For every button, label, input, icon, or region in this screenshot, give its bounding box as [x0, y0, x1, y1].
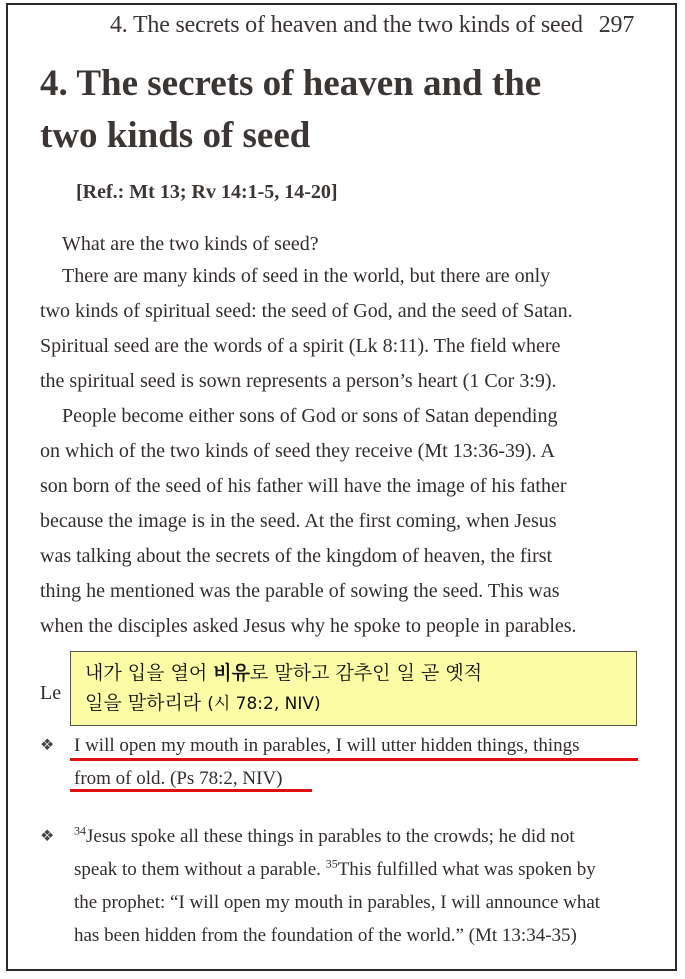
korean-text: 내가 입을 열어 — [85, 662, 214, 684]
paragraph-line: on which of the two kinds of seed they receive (Mt 13:36-39). A — [40, 440, 555, 462]
running-head-title: 4. The secrets of heaven and the two kinds of seed — [110, 12, 583, 38]
diamond-bullet-icon: ❖ — [40, 828, 55, 845]
red-underline — [70, 758, 638, 761]
quote-line: from of old. (Ps 78:2, NIV) — [74, 768, 283, 789]
diamond-bullet-icon: ❖ — [40, 737, 55, 754]
verse-number: 35 — [325, 856, 338, 871]
quote-line: I will open my mouth in parables, I will utter hidden things, things — [74, 735, 580, 756]
korean-line-1 — [85, 658, 636, 688]
paragraph-line: thing he mentioned was the parable of sowing the seed. This was — [40, 580, 560, 602]
korean-citation: (시 78:2, NIV) — [207, 694, 321, 714]
paragraph-line: was talking about the secrets of the kingdom of heaven, the first — [40, 545, 553, 567]
page-number: 297 — [598, 12, 635, 38]
korean-translation-note — [70, 651, 637, 726]
paragraph-two — [40, 259, 638, 399]
red-underline — [70, 789, 312, 792]
verse-number: 34 — [74, 823, 86, 838]
quote-matthew — [40, 820, 640, 960]
chapter-title — [40, 58, 650, 162]
korean-text: 일을 말하리라 — [85, 692, 208, 714]
paragraph-line: There are many kinds of seed in the world, but there are only — [62, 265, 551, 287]
quote-line — [74, 820, 640, 853]
chapter-title-line-1: 4. The secrets of heaven and the — [40, 63, 542, 104]
quote-text — [74, 729, 640, 795]
quote-line: has been hidden from the foundation of the world.” (Mt 13:34-35) — [74, 925, 577, 946]
quote-text-span: Jesus spoke all these things in parables to the crowds; he did not — [86, 826, 575, 847]
question-paragraph — [40, 227, 638, 262]
paragraph-line: People become either sons of God or sons of Satan depending — [62, 405, 558, 427]
quote-line: the prophet: “I will open my mouth in parables, I will announce what — [74, 892, 601, 913]
paragraph-line: because the image is in the seed. At the first coming, when Jesus — [40, 510, 557, 532]
quote-text-span: This fulfilled what was spoken by — [337, 859, 596, 880]
question-line: What are the two kinds of seed? — [62, 233, 319, 255]
quote-line — [74, 853, 640, 886]
paragraph-line: when the disciples asked Jesus why he spoke to people in parables. — [40, 615, 577, 637]
chapter-title-line-2: two kinds of seed — [40, 115, 311, 156]
scripture-reference: [Ref.: Mt 13; Rv 14:1-5, 14-20] — [76, 181, 338, 203]
paragraph-line: Spiritual seed are the words of a spirit (Lk 8:11). The field where — [40, 335, 561, 357]
paragraph-line: two kinds of spiritual seed: the seed of God, and the seed of Satan. — [40, 300, 573, 322]
korean-bold-word: 비유 — [213, 662, 250, 684]
korean-text: 로 말하고 감추인 일 곧 옛적 — [249, 662, 483, 684]
paragraph-three — [40, 399, 638, 644]
korean-line-2 — [85, 688, 636, 719]
covered-text-fragment: Le — [40, 682, 62, 704]
paragraph-line: son born of the seed of his father will have the image of his father — [40, 475, 567, 497]
quote-text — [74, 820, 640, 952]
running-head — [110, 12, 634, 39]
paragraph-line: the spiritual seed is sown represents a person’s heart (1 Cor 3:9). — [40, 370, 557, 392]
quote-text-span: speak to them without a parable. — [74, 859, 326, 880]
